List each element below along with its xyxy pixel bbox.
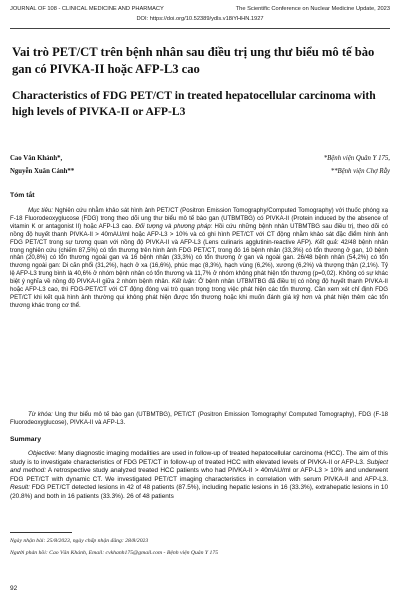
results-text: 42/48 bệnh nhân trong nghiên cứu (chiếm 87,5%) có tổn thương trên hình ảnh FDG PET/CT, trong đó 16 bệnh nhân (33,3%) có tổn thương ở gan, 10 bệnh nhân (20,8%) có tổn thương ngoài gan và 16 bệnh nhân (33,3%) có tổn thương ở gan và ngoài gan. 26/48 bệnh nhân (54,2%) có tổn thương ngoài gan: Di căn phổi (31,2%), hạch ở xa (16,6%), phúc mạc (8,3%), hạch vùng (6,2%), xương (6,2%) và thượng thận (2,1%). Tỷ lệ AFP-L3 trung bình là 40,6% ở nhóm bệnh nhân có tổn thương và 11,7% ở nhóm không phát hiện tổn thương (p=0,02). Không có sự khác biệt ý nghĩa về nồng độ PIVKA-II giữa 2 nhóm bệnh nhân.	[10, 238, 388, 286]
affiliation-2: **Bệnh viện Chợ Rẫy	[330, 168, 390, 175]
results-label: Kết quả:	[315, 238, 339, 246]
conclusion-text: Ở bệnh nhân UTBMTBG đã điều trị có nồng độ huyết thanh PIVKA-II hoặc AFP-L3 cao, thì FDG-PET/CT với CT động đóng vai trò quan trọng trong việc phát hiện các tổn thương. Cần xem xét chỉ định FDG PET/CT khi kết quả hình ảnh thường qui không phát hiện được tổn thương hoặc khi muốn đánh giá kỹ hơn và phát hiện thêm các tổn thương khác trong cơ thể.	[10, 278, 388, 309]
journal-name: JOURNAL OF 108 - CLINICAL MEDICINE AND PHARMACY	[10, 6, 164, 12]
summary-methods-label: Subject and method:	[10, 458, 388, 475]
keywords-label: Từ khóa:	[28, 411, 53, 418]
objective-label: Mục tiêu:	[28, 207, 53, 214]
summary-english	[10, 450, 388, 502]
abstract-heading: Tóm tắt	[10, 192, 35, 199]
title-english: Characteristics of FDG PET/CT in treated hepatocellular carcinoma with high levels of PIVKA-II or AFP-L3	[12, 89, 376, 118]
summary-objective-label: Objective:	[28, 450, 57, 457]
summary-objective-text: Many diagnostic imaging modalities are used in follow-up of treated hepatocellular carcinoma (HCC). The aim of this study is to investigate characteristics of FDG PET/CT in follow-up of treated HCC with elevated levels of PIVKA-II or AFP-L3.	[10, 450, 388, 466]
footnote-dates: Ngày nhận bài: 25/8/2023, ngày chấp nhận đăng: 28/8/2023	[10, 538, 149, 544]
affiliation-1: *Bệnh viện Quân Y 175,	[323, 155, 390, 162]
footnote-corresponding-author: Người phản hồi: Cao Văn Khánh, Email: cvkhanh175@gmail.com - Bệnh viện Quân Y 175	[10, 550, 219, 556]
summary-heading: Summary	[10, 436, 41, 443]
methods-text: Hồi cứu những bệnh nhân UTBMTBG sau điều trị, theo dõi có nồng độ huyết thanh PIVKA-II > 40mAU/ml hoặc AFP-L3 > 10% và có ghi hình PET/CT với CT động nhằm khảo sát đặc điểm hình ảnh FDG PET/CT trong sự tương quan với nồng độ PIVKA-II và AFP-L3 (Lens culinaris agglutinin-reactive AFP).	[10, 222, 388, 246]
keywords-text: Ung thư biểu mô tế bào gan (UTBMTBG), PET/CT (Positron Emission Tomography/ Computed Tomography), FDG (F-18 Fluorodeoxyglucose), PIVKA-II và AFP-L3.	[10, 411, 388, 426]
author-2: Nguyễn Xuân Cảnh**	[10, 168, 75, 175]
abstract-vietnamese	[10, 207, 388, 310]
title-vietnamese: Vai trò PET/CT trên bệnh nhân sau điều trị ung thư biểu mô tế bào gan có PIVKA-II hoặc AFP-L3 cao	[12, 45, 375, 76]
summary-result-label: Result:	[10, 484, 30, 492]
footnote-divider	[10, 532, 72, 533]
summary-result-text: FDG PET/CT detected lesions in 42 of 48 patients (87.5%), including hepatic lesions in 16 (33.3%), extrahepatic lesions in 10 (20.8%) and both in 16 patients (33.3%). 26 of 48 patients	[10, 484, 388, 500]
conference-name: The Scientific Conference on Nuclear Medicine Update, 2023	[235, 6, 390, 12]
summary-methods-text: A retrospective study analyzed treated HCC patients who had PIVKA-II > 40mAU/ml or AFP-L3 > 10% and underwent FDG PET/CT with dynamic CT. We investigated PET/CT imaging characteristics in correlation with serum PIVKA-II and AFP-L3.	[10, 467, 388, 483]
page-number: 92	[10, 585, 18, 592]
doi-link[interactable]: DOI: https://doi.org/10.52389/ydls.v18iYHHN.1927	[136, 16, 264, 22]
objective-text: Nghiên cứu nhằm khảo sát hình ảnh PET/CT (Positron Emission Tomography/Computed Tomography) với thuốc phóng xạ F-18 Fluorodeoxyglucose (FDG) trong theo dõi ung thư biểu mô tế bào gan (UTBMTBG) có PIVKA-II (Protein induced by the absence of vitamin K or antagonist II) hoặc AFP-L3 cao.	[10, 207, 388, 230]
author-1: Cao Văn Khánh*,	[10, 155, 63, 162]
keywords-vietnamese	[10, 411, 388, 427]
methods-label: Đối tượng và phương pháp:	[135, 222, 213, 230]
running-header	[10, 6, 390, 29]
conclusion-label: Kết luận:	[171, 278, 197, 286]
